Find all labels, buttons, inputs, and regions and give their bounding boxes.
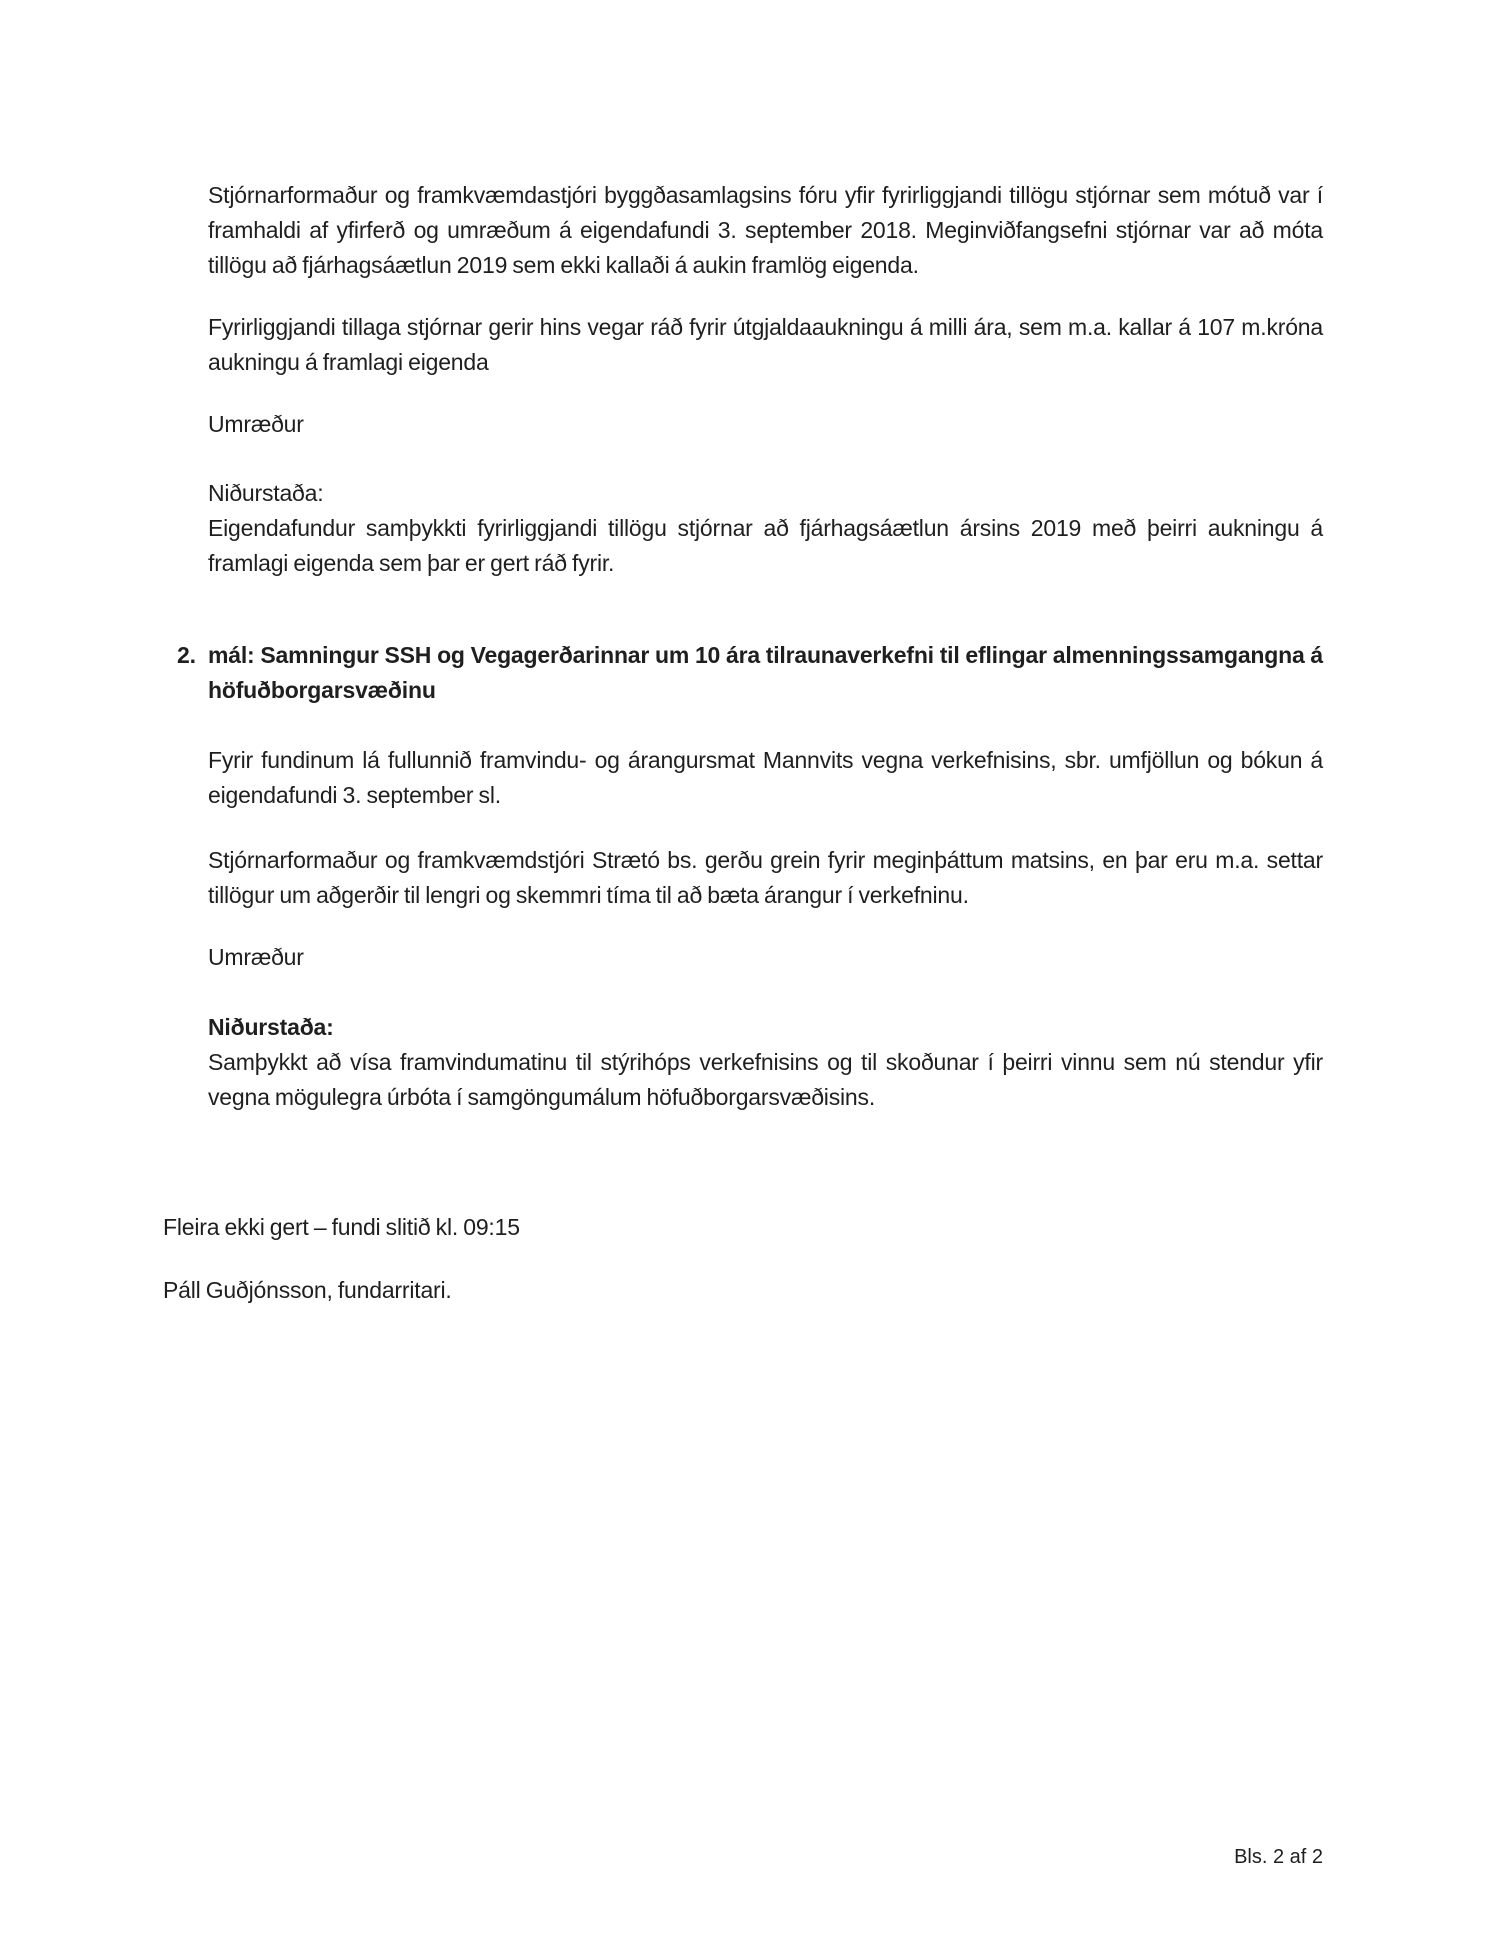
item2-paragraph-2: Stjórnarformaður og framkvæmdstjóri Strætó bs. gerðu grein fyrir meginþáttum matsins, en þar eru m.a. settar tillögur um aðgerðir til lengri og skemmri tíma til að bæta árangur í verkefninu. [208, 847, 1323, 908]
item2-result-label: Niðurstaða: [208, 1014, 334, 1040]
item2-paragraph-1: Fyrir fundinum lá fullunnið framvindu- og árangursmat Mannvits vegna verkefnisins, sbr. umfjöllun og bókun á eigendafundi 3. september sl. [208, 747, 1323, 808]
page-number: Bls. 2 af 2 [1234, 1846, 1323, 1868]
item1-discussion-label: Umræður [208, 411, 304, 437]
document-body [163, 178, 1323, 1308]
item1-paragraph-1: Stjórnarformaður og framkvæmdastjóri byggðasamlagsins fóru yfir fyrirliggjandi tillögu stjórnar sem mótuð var í framhaldi af yfirferð og umræðum á eigendafundi 3. september 2018. Meginviðfangsefni stjórnar var að móta tillögu að fjárhagsáætlun 2019 sem ekki kallaði á aukin framlög eigenda. [208, 182, 1323, 278]
item1-result-text: Eigendafundur samþykkti fyrirliggjandi tillögu stjórnar að fjárhagsáætlun ársins 2019 með þeirri aukningu á framlagi eigenda sem þar er gert ráð fyrir. [208, 515, 1323, 576]
item2-title: mál: Samningur SSH og Vegagerðarinnar um 10 ára tilraunaverkefni til eflingar almenningssamgangna á höfuðborgarsvæðinu [208, 642, 1323, 703]
item2-discussion-label: Umræður [208, 944, 304, 970]
item1-result-label: Niðurstaða: [208, 480, 324, 506]
item1-paragraph-2: Fyrirliggjandi tillaga stjórnar gerir hins vegar ráð fyrir útgjaldaaukningu á milli ára, sem m.a. kallar á 107 m.króna aukningu á framlagi eigenda [208, 314, 1323, 375]
item2-number: 2. [177, 642, 196, 668]
signature-line: Páll Guðjónsson, fundarritari. [163, 1277, 452, 1303]
item2-heading [163, 638, 1323, 708]
item2-result-text: Samþykkt að vísa framvindumatinu til stýrihóps verkefnisins og til skoðunar í þeirri vinnu sem nú stendur yfir vegna mögulegra úrbóta í samgöngumálum höfuðborgarsvæðisins. [208, 1049, 1323, 1110]
closing-line: Fleira ekki gert – fundi slitið kl. 09:15 [163, 1214, 520, 1240]
